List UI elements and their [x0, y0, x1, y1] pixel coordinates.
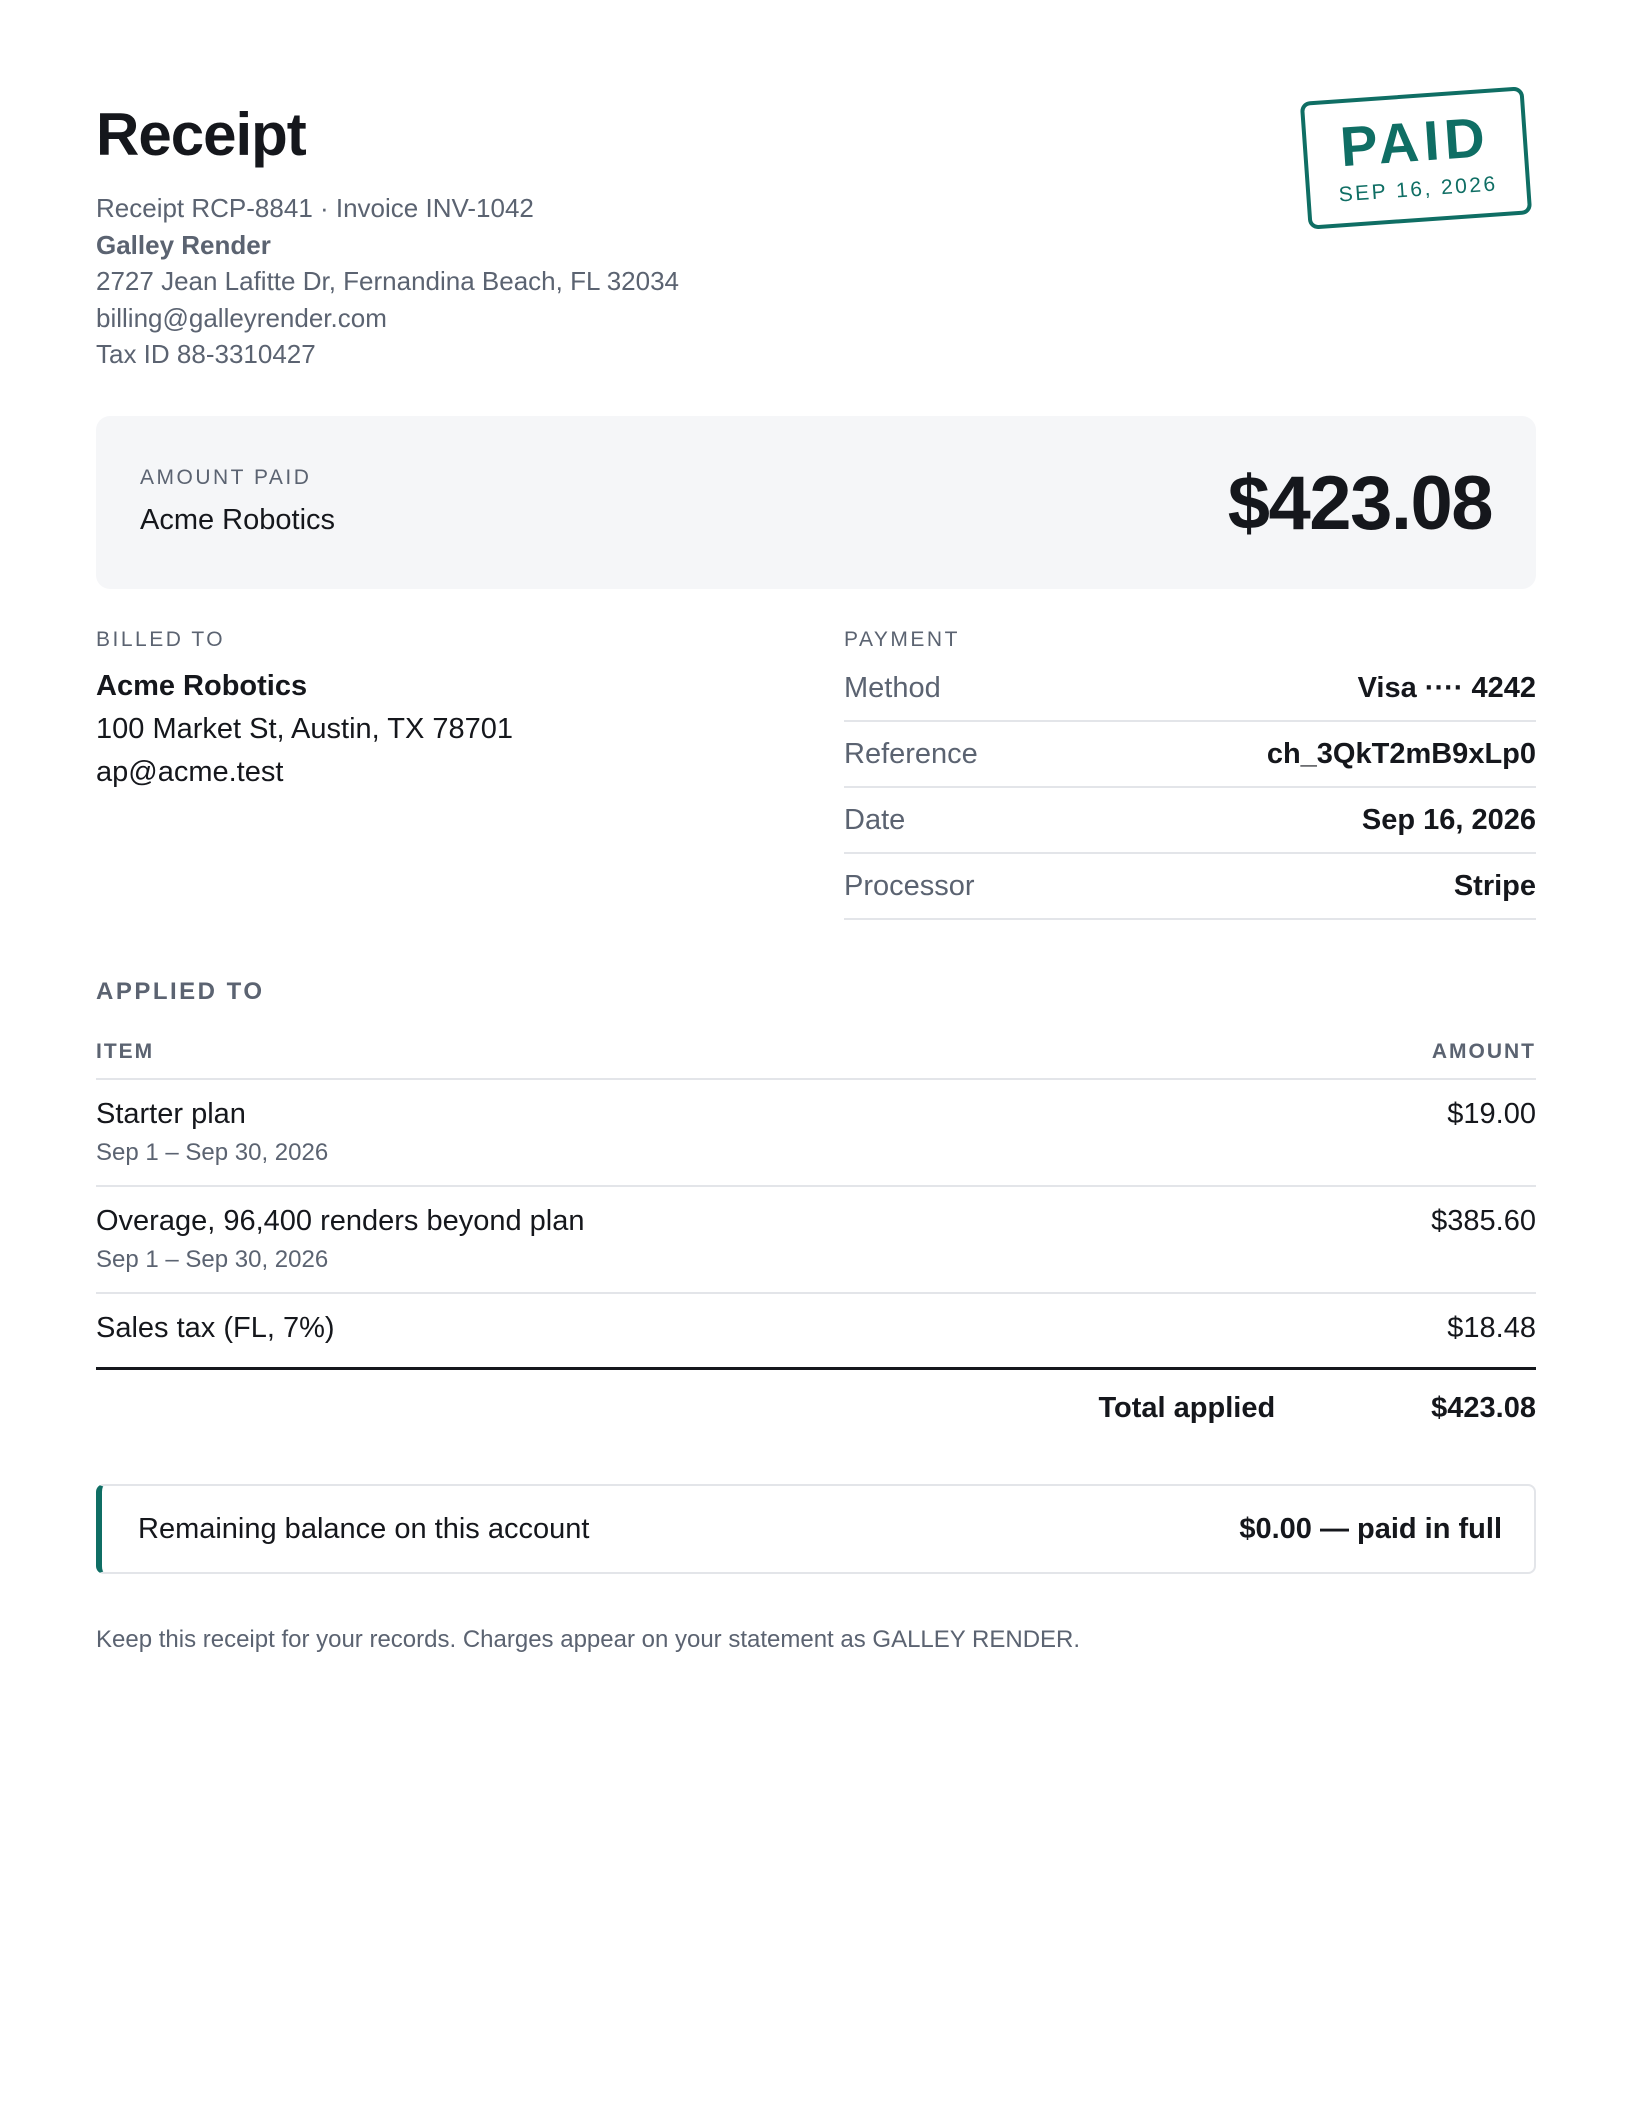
- total-row: [96, 1392, 1536, 1425]
- receipt-invoice-line: Receipt RCP-8841 · Invoice INV-1042: [96, 193, 534, 223]
- table-row: [96, 1080, 1536, 1187]
- payment-value: Visa ···· 4242: [1357, 671, 1536, 704]
- table-row: [96, 1294, 1536, 1370]
- payment-key: Date: [844, 803, 906, 836]
- billed-to-address: 100 Market St, Austin, TX 78701: [96, 713, 513, 745]
- payment-key: Reference: [844, 737, 978, 770]
- item-period: Sep 1 – Sep 30, 2026: [96, 1246, 329, 1273]
- item-description: Sales tax (FL, 7%): [96, 1312, 335, 1344]
- amount-paid-payer: Acme Robotics: [140, 504, 336, 536]
- merchant-address: 2727 Jean Lafitte Dr, Fernandina Beach, FL 32034: [96, 266, 679, 296]
- item-description: Overage, 96,400 renders beyond plan: [96, 1205, 585, 1237]
- total-label: Total applied: [1098, 1392, 1276, 1424]
- page-title: Receipt: [96, 101, 306, 168]
- payment-label: PAYMENT: [844, 628, 960, 651]
- table-row: [96, 1187, 1536, 1294]
- balance-label: Remaining balance on this account: [138, 1512, 590, 1545]
- payment-row-date: [844, 788, 1536, 854]
- payment-value: Sep 16, 2026: [1361, 803, 1536, 836]
- payment-key: Processor: [844, 869, 975, 902]
- applied-to-section: [96, 978, 1536, 1425]
- paid-stamp-status: PAID: [1338, 104, 1492, 179]
- merchant-info: [96, 190, 679, 373]
- item-amount: $385.60: [1431, 1205, 1536, 1237]
- remaining-balance-box: [96, 1484, 1536, 1574]
- payment-row-reference: [844, 722, 1536, 788]
- payment-value: ch_3QkT2mB9xLp0: [1266, 737, 1536, 770]
- billed-to-name: Acme Robotics: [96, 670, 308, 702]
- column-header-amount: AMOUNT: [1431, 1040, 1536, 1063]
- balance-value: $0.00 — paid in full: [1239, 1512, 1502, 1545]
- item-amount: $18.48: [1447, 1312, 1536, 1344]
- amount-paid-card: [96, 416, 1536, 589]
- billed-to-section: [96, 628, 796, 789]
- payment-section: [844, 628, 1536, 920]
- amount-paid-value: $423.08: [1227, 461, 1492, 546]
- merchant-tax-id: Tax ID 88-3310427: [96, 339, 316, 369]
- column-header-item: ITEM: [96, 1040, 155, 1063]
- footnote: Keep this receipt for your records. Charges appear on your statement as GALLEY RENDER.: [96, 1626, 1081, 1653]
- billed-to-email: ap@acme.test: [96, 756, 284, 788]
- billed-to-label: BILLED TO: [96, 628, 226, 651]
- item-description: Starter plan: [96, 1098, 246, 1130]
- item-amount: $19.00: [1447, 1098, 1536, 1130]
- payment-value: Stripe: [1453, 869, 1536, 902]
- payment-row-method: [844, 656, 1536, 722]
- merchant-email: billing@galleyrender.com: [96, 302, 387, 333]
- payment-key: Method: [844, 671, 941, 704]
- merchant-name: Galley Render: [96, 229, 271, 260]
- applied-to-heading: APPLIED TO: [96, 978, 265, 1005]
- amount-paid-label: AMOUNT PAID: [140, 466, 312, 489]
- paid-stamp: [1300, 86, 1532, 229]
- total-value: $423.08: [1431, 1392, 1536, 1424]
- table-header: [96, 1040, 1536, 1080]
- item-period: Sep 1 – Sep 30, 2026: [96, 1139, 329, 1166]
- payment-row-processor: [844, 854, 1536, 920]
- paid-stamp-date: SEP 16, 2026: [1337, 172, 1499, 207]
